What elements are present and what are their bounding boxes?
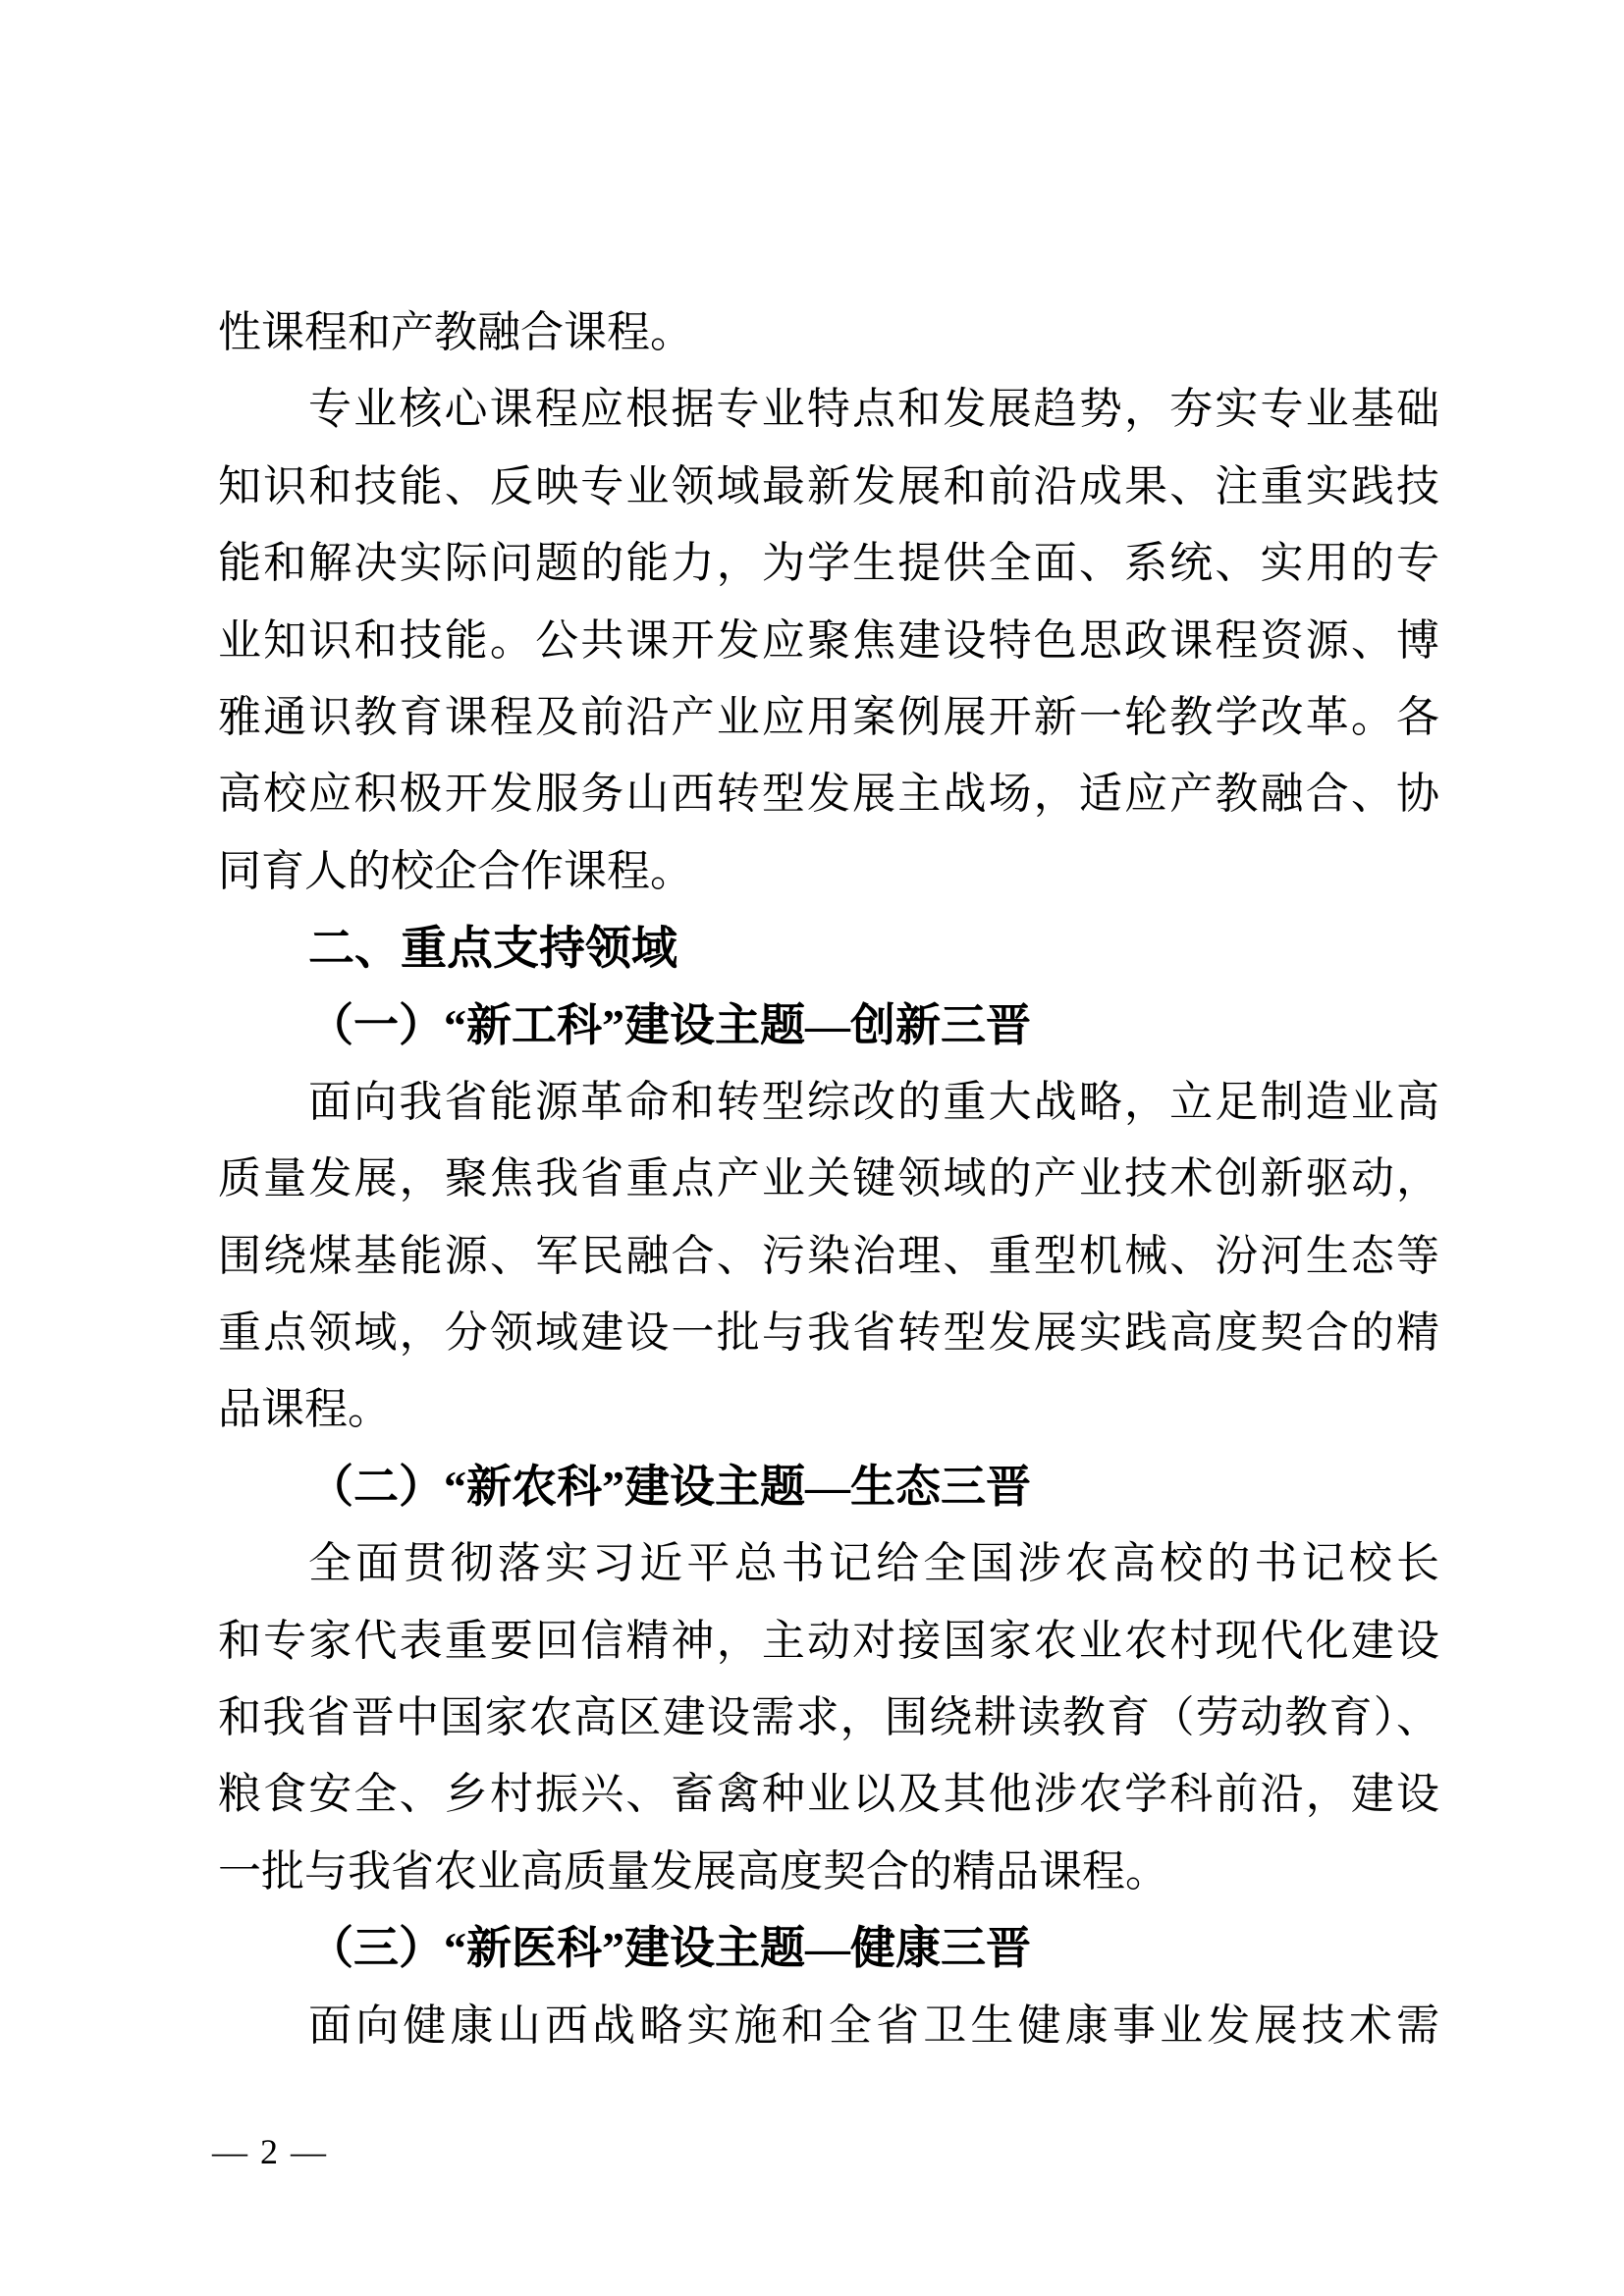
body-text-line: 专业核心课程应根据专业特点和发展趋势，夯实专业基础 — [308, 385, 1439, 434]
page-number: — 2 — — [212, 2132, 328, 2171]
body-text-line: 围绕煤基能源、军民融合、污染治理、重型机械、汾河生态等 — [218, 1231, 1439, 1280]
body-text-line: 能和解决实际问题的能力，为学生提供全面、系统、实用的专 — [218, 539, 1439, 588]
body-text-line: 雅通识教育课程及前沿产业应用案例展开新一轮教学改革。各 — [218, 692, 1439, 741]
body-text-line: 一批与我省农业高质量发展高度契合的精品课程。 — [218, 1846, 1168, 1896]
body-text-line: 面向健康山西战略实施和全省卫生健康事业发展技术需 — [308, 2001, 1439, 2050]
body-text-line: 质量发展，聚焦我省重点产业关键领域的产业技术创新驱动， — [218, 1154, 1439, 1203]
subsection-heading-new-agriculture: （二）“新农科”建设主题—生态三晋 — [308, 1461, 1031, 1512]
section-heading-key-support-areas: 二、重点支持领域 — [308, 922, 677, 975]
body-text-line: 粮食安全、乡村振兴、畜禽种业以及其他涉农学科前沿，建设 — [218, 1770, 1439, 1819]
body-text-line: 性课程和产教融合课程。 — [218, 308, 693, 356]
body-text-line: 面向我省能源革命和转型综改的重大战略，立足制造业高 — [308, 1077, 1439, 1126]
subsection-heading-new-engineering: （一）“新工科”建设主题—创新三晋 — [308, 999, 1031, 1050]
body-text-line: 和专家代表重要回信精神，主动对接国家农业农村现代化建设 — [218, 1616, 1439, 1665]
body-text-line: 知识和技能、反映专业领域最新发展和前沿成果、注重实践技 — [218, 461, 1439, 510]
subsection-heading-new-medicine: （三）“新医科”建设主题—健康三晋 — [308, 1923, 1031, 1974]
body-text-line: 同育人的校企合作课程。 — [218, 846, 693, 895]
body-text-line: 和我省晋中国家农高区建设需求，围绕耕读教育（劳动教育）、 — [218, 1693, 1439, 1742]
body-text-line: 重点领域，分领域建设一批与我省转型发展实践高度契合的精 — [218, 1308, 1439, 1358]
body-text-line: 全面贯彻落实习近平总书记给全国涉农高校的书记校长 — [308, 1539, 1439, 1588]
body-text-line: 高校应积极开发服务山西转型发展主战场，适应产教融合、协 — [218, 770, 1439, 819]
body-text-line: 品课程。 — [218, 1385, 391, 1434]
body-text-line: 业知识和技能。公共课开发应聚焦建设特色思政课程资源、博 — [218, 615, 1439, 665]
document-body — [218, 294, 1439, 2064]
